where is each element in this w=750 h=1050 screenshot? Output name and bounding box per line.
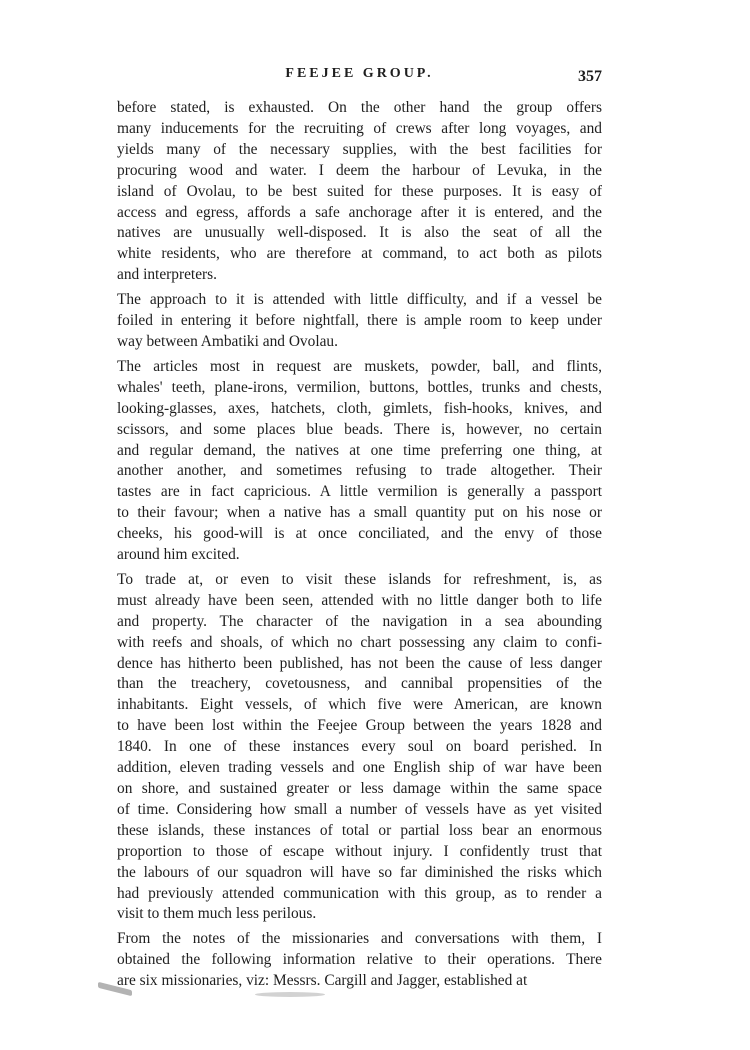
text-line: scissors, and some places blue beads. There is, however, no certain [117,420,602,438]
text-line: another another, and sometimes refusing to trade altogether. Their [117,462,602,480]
text-line: before stated, is exhausted. On the other hand the group offers [117,99,602,116]
text-line: procuring wood and water. I deem the harbour of Levuka, in the [117,161,602,179]
running-head [117,64,602,88]
paragraph [117,570,602,925]
text-line: whales' teeth, plane-irons, vermilion, buttons, bottles, trunks and chests, [117,378,602,396]
text-line: had previously attended communication with this group, as to render a [117,884,602,902]
text-line: white residents, who are therefore at command, to act both as pilots [117,245,602,263]
text-line: many inducements for the recruiting of crews after long voyages, and [117,119,602,137]
body-text [117,98,602,992]
text-line: and interpreters. [117,266,217,284]
text-line: yields many of the necessary supplies, with the best facilities for [117,140,602,158]
text-line: these islands, these instances of total or partial loss bear an enormous [117,821,602,839]
text-line: looking-glasses, axes, hatchets, cloth, gimlets, fish-hooks, knives, and [117,399,602,417]
text-line: to have been lost within the Feejee Group between the years 1828 and [117,717,602,735]
text-line: The articles most in request are muskets, powder, ball, and flints, [117,357,602,375]
text-line: access and egress, affords a safe anchorage after it is entered, and the [117,203,602,221]
paragraph [117,290,602,353]
text-line: are six missionaries, viz: Messrs. Cargill and Jagger, established at [117,972,528,990]
text-line: cheeks, his good-will is at once conciliated, and the envy of those [117,525,602,543]
text-line: addition, eleven trading vessels and one English ship of war have been [117,759,602,777]
paragraph [117,98,602,286]
text-line: tastes are in fact capricious. A little vermilion is generally a passport [117,483,602,501]
text-line: From the notes of the missionaries and conversations with them, I [117,930,602,948]
text-line: than the treachery, covetousness, and cannibal propensities of the [117,675,602,693]
text-line: natives are unusually well-disposed. It is also the seat of all the [117,224,602,242]
text-line: of time. Considering how small a number of vessels have as yet visited [117,800,602,818]
text-line: must already have been seen, attended with no little danger both to life [117,591,602,609]
text-line: foiled in entering it before nightfall, there is ample room to keep under [117,312,602,330]
text-line: To trade at, or even to visit these islands for refreshment, is, as [117,570,602,588]
text-line: dence has hitherto been published, has not been the cause of less danger [117,654,602,672]
text-line: island of Ovolau, to be best suited for these purposes. It is easy of [117,182,602,200]
text-line: around him excited. [117,546,240,564]
scan-artifact-smudge [255,992,325,997]
running-title: FEEJEE GROUP. [285,66,434,81]
text-line: way between Ambatiki and Ovolau. [117,332,338,350]
text-line: visit to them much less perilous. [117,905,317,923]
text-line: and property. The character of the navigation in a sea abounding [117,612,602,630]
text-line: proportion to those of escape without injury. I confidently trust that [117,842,602,860]
text-line: obtained the following information relative to their operations. There [117,951,602,969]
page-number: 357 [578,68,602,85]
paragraph [117,357,602,566]
text-line: to their favour; when a native has a small quantity put on his nose or [117,504,602,522]
text-line: 1840. In one of these instances every soul on board perished. In [117,738,602,756]
text-line: and regular demand, the natives at one time preferring one thing, at [117,441,602,459]
text-line: with reefs and shoals, of which no chart possessing any claim to confi- [117,633,602,651]
text-line: on shore, and sustained greater or less damage within the same space [117,780,602,797]
text-line: The approach to it is attended with little difficulty, and if a vessel be [117,291,602,309]
paragraph [117,929,602,992]
text-line: inhabitants. Eight vessels, of which five were American, are known [117,696,602,714]
text-line: the labours of our squadron will have so far diminished the risks which [117,863,602,881]
